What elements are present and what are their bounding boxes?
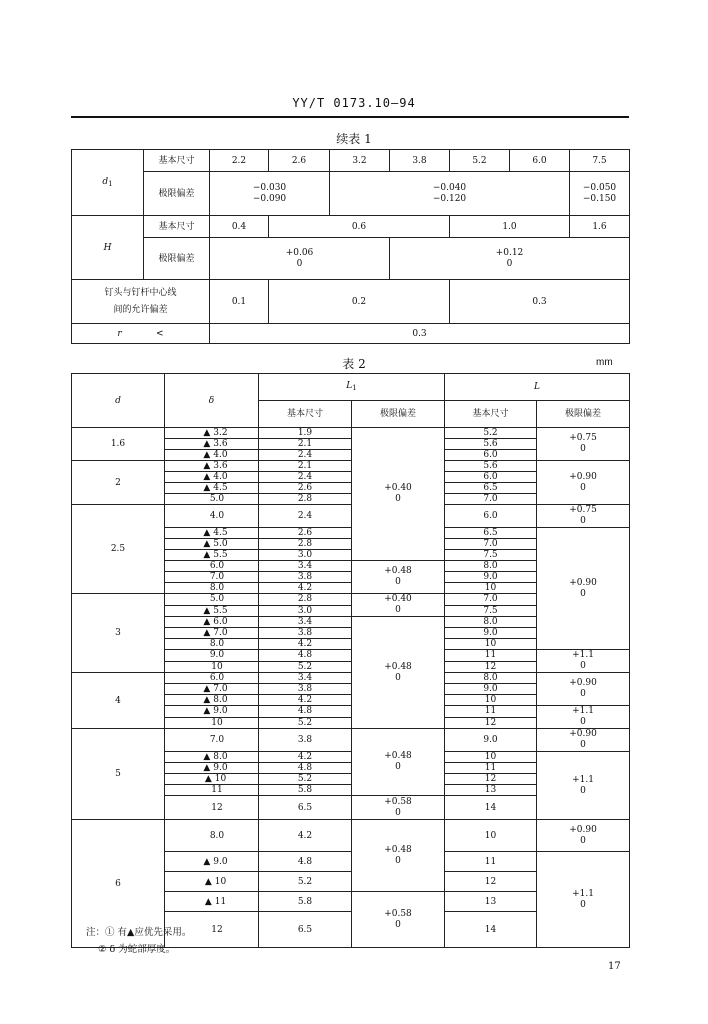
L-tolerance: +0.75 0 xyxy=(537,428,630,461)
delta-value: ▲ 4.0 xyxy=(165,472,259,483)
L1-basic-value: 3.8 xyxy=(259,729,352,752)
delta-value: 9.0 xyxy=(165,650,259,662)
H-basic-value: 0.4 xyxy=(210,216,269,238)
delta-value: ▲ 9.0 xyxy=(165,706,259,718)
L1-tolerance: +0.40 0 xyxy=(352,428,445,561)
delta-value: ▲ 6.0 xyxy=(165,617,259,628)
table-row xyxy=(72,673,630,684)
col-delta-header: δ xyxy=(165,374,259,428)
table-row xyxy=(72,820,630,852)
L1-basic-value: 2.6 xyxy=(259,483,352,494)
priority-triangle-icon: ▲ xyxy=(203,695,211,705)
L-basic-value: 6.5 xyxy=(445,528,537,539)
L-basic-value: 8.0 xyxy=(445,673,537,684)
priority-triangle-icon: ▲ xyxy=(203,539,211,549)
delta-value: 5.0 xyxy=(165,594,259,606)
priority-triangle-icon: ▲ xyxy=(203,483,211,493)
L-basic-value: 12 xyxy=(445,872,537,892)
L1-basic-value: 4.8 xyxy=(259,650,352,662)
L-basic-value: 7.0 xyxy=(445,539,537,550)
d1-tolerance: −0.040 −0.120 xyxy=(330,172,570,216)
L1-basic-header: 基本尺寸 xyxy=(259,401,352,428)
L-basic-value: 6.0 xyxy=(445,472,537,483)
L1-basic-value: 5.2 xyxy=(259,774,352,785)
L1-tolerance: +0.58 0 xyxy=(352,796,445,820)
L1-basic-value: 2.4 xyxy=(259,505,352,528)
L1-basic-value: 3.0 xyxy=(259,550,352,561)
delta-value: 8.0 xyxy=(165,820,259,852)
L1-basic-value: 5.2 xyxy=(259,717,352,729)
L-tolerance: +1.1 0 xyxy=(537,852,630,948)
delta-value: 10 xyxy=(165,717,259,729)
delta-value: ▲ 7.0 xyxy=(165,684,259,695)
priority-triangle-icon: ▲ xyxy=(203,439,211,449)
L1-basic-value: 4.8 xyxy=(259,763,352,774)
d-value: 3 xyxy=(72,594,165,673)
delta-value: 6.0 xyxy=(165,561,259,572)
L-basic-value: 11 xyxy=(445,852,537,872)
L-limit-header: 极限偏差 xyxy=(537,401,630,428)
L1-basic-value: 3.8 xyxy=(259,684,352,695)
L1-basic-value: 2.8 xyxy=(259,594,352,606)
center-deviation-value: 0.2 xyxy=(269,280,450,324)
delta-value: 7.0 xyxy=(165,572,259,583)
header-rule xyxy=(71,116,629,118)
L-basic-value: 7.0 xyxy=(445,494,537,505)
L-tolerance: +0.90 0 xyxy=(537,820,630,852)
delta-value: ▲ 5.5 xyxy=(165,605,259,617)
L1-tolerance: +0.58 0 xyxy=(352,892,445,948)
priority-triangle-icon: ▲ xyxy=(203,528,211,538)
delta-value: ▲ 4.5 xyxy=(165,483,259,494)
center-deviation-value: 0.1 xyxy=(210,280,269,324)
d1-basic-value: 2.2 xyxy=(210,150,269,172)
delta-value: ▲ 10 xyxy=(165,774,259,785)
priority-triangle-icon: ▲ xyxy=(204,896,212,907)
L-basic-value: 6.0 xyxy=(445,505,537,528)
d1-limit-label: 极限偏差 xyxy=(144,172,210,216)
delta-value: ▲ 8.0 xyxy=(165,695,259,706)
L-tolerance: +1.1 0 xyxy=(537,752,630,820)
H-basic-value: 0.6 xyxy=(269,216,450,238)
delta-value: 5.0 xyxy=(165,494,259,505)
L-basic-value: 9.0 xyxy=(445,684,537,695)
priority-triangle-icon: ▲ xyxy=(203,617,211,627)
H-basic-value: 1.6 xyxy=(570,216,630,238)
d-value: 5 xyxy=(72,729,165,820)
L-basic-value: 11 xyxy=(445,763,537,774)
priority-triangle-icon: ▲ xyxy=(203,472,211,482)
notes xyxy=(86,924,191,958)
L-basic-value: 11 xyxy=(445,650,537,662)
delta-value: ▲ 5.5 xyxy=(165,550,259,561)
L-basic-value: 13 xyxy=(445,785,537,796)
col-L-header: L xyxy=(445,374,630,401)
L-basic-value: 10 xyxy=(445,639,537,650)
L-basic-value: 10 xyxy=(445,752,537,763)
priority-triangle-icon: ▲ xyxy=(203,752,211,762)
L1-tolerance: +0.40 0 xyxy=(352,594,445,617)
L1-basic-value: 3.8 xyxy=(259,572,352,583)
document-header: YY/T 0173.10—94 xyxy=(292,96,416,110)
table2 xyxy=(71,373,630,948)
delta-value: ▲ 9.0 xyxy=(165,852,259,872)
L-basic-value: 14 xyxy=(445,796,537,820)
L1-basic-value: 3.8 xyxy=(259,628,352,639)
delta-value: 10 xyxy=(165,661,259,673)
L1-basic-value: 4.2 xyxy=(259,752,352,763)
d1-tolerance: −0.030 −0.090 xyxy=(210,172,330,216)
d1-basic-value: 5.2 xyxy=(450,150,510,172)
L-basic-value: 10 xyxy=(445,583,537,594)
H-tolerance: +0.06 0 xyxy=(210,238,390,280)
priority-triangle-icon: ▲ xyxy=(204,876,212,887)
priority-triangle-icon: ▲ xyxy=(203,856,211,867)
priority-triangle-icon: ▲ xyxy=(203,461,211,471)
table-row xyxy=(72,729,630,752)
d-value: 6 xyxy=(72,820,165,948)
table1 xyxy=(71,149,630,344)
delta-value: ▲ 5.0 xyxy=(165,539,259,550)
delta-value: 8.0 xyxy=(165,583,259,594)
priority-triangle-icon: ▲ xyxy=(203,550,211,560)
delta-value: ▲ 11 xyxy=(165,892,259,912)
delta-value: ▲ 3.6 xyxy=(165,439,259,450)
priority-triangle-icon: ▲ xyxy=(203,605,211,616)
L-basic-value: 9.0 xyxy=(445,729,537,752)
d-value: 2 xyxy=(72,461,165,505)
delta-value: 6.0 xyxy=(165,673,259,684)
H-limit-label: 极限偏差 xyxy=(144,238,210,280)
d-value: 4 xyxy=(72,673,165,729)
L1-basic-value: 2.1 xyxy=(259,439,352,450)
d1-basic-label: 基本尺寸 xyxy=(144,150,210,172)
delta-value: 11 xyxy=(165,785,259,796)
L1-basic-value: 4.8 xyxy=(259,706,352,718)
L-basic-value: 9.0 xyxy=(445,572,537,583)
L-basic-value: 10 xyxy=(445,695,537,706)
L-basic-value: 12 xyxy=(445,717,537,729)
L1-tolerance: +0.48 0 xyxy=(352,729,445,796)
L1-tolerance: +0.48 0 xyxy=(352,561,445,594)
table2-unit: mm xyxy=(596,357,613,368)
L1-basic-value: 5.8 xyxy=(259,785,352,796)
L-tolerance: +0.90 0 xyxy=(537,528,630,650)
L-tolerance: +0.75 0 xyxy=(537,505,630,528)
priority-triangle-icon: ▲ xyxy=(203,684,211,694)
L1-basic-value: 4.2 xyxy=(259,583,352,594)
delta-value: 12 xyxy=(165,912,259,948)
L1-basic-value: 3.4 xyxy=(259,673,352,684)
H-basic-label: 基本尺寸 xyxy=(144,216,210,238)
L1-basic-value: 5.2 xyxy=(259,661,352,673)
d1-basic-value: 7.5 xyxy=(570,150,630,172)
delta-value: ▲ 4.5 xyxy=(165,528,259,539)
L1-limit-header: 极限偏差 xyxy=(352,401,445,428)
delta-value: 12 xyxy=(165,796,259,820)
note-1: 注：① 有▲应优先采用。 xyxy=(86,927,192,938)
delta-value: ▲ 9.0 xyxy=(165,763,259,774)
L1-basic-value: 2.8 xyxy=(259,494,352,505)
priority-triangle-icon: ▲ xyxy=(203,706,211,717)
L-basic-value: 12 xyxy=(445,661,537,673)
L-tolerance: +1.1 0 xyxy=(537,706,630,729)
L1-basic-value: 2.4 xyxy=(259,472,352,483)
delta-value: ▲ 3.2 xyxy=(165,428,259,439)
d1-basic-value: 3.2 xyxy=(330,150,390,172)
d1-basic-value: 2.6 xyxy=(269,150,330,172)
note-2: ② δ 为蛇部厚度。 xyxy=(98,944,176,955)
L1-basic-value: 4.2 xyxy=(259,639,352,650)
L-basic-value: 5.2 xyxy=(445,428,537,439)
L1-basic-value: 5.8 xyxy=(259,892,352,912)
col-d-header: d xyxy=(72,374,165,428)
L-basic-value: 8.0 xyxy=(445,617,537,628)
delta-value: 8.0 xyxy=(165,639,259,650)
L-tolerance: +0.90 0 xyxy=(537,461,630,505)
L-basic-value: 13 xyxy=(445,892,537,912)
L-basic-value: 7.0 xyxy=(445,594,537,606)
L1-basic-value: 2.4 xyxy=(259,450,352,461)
page-number: 17 xyxy=(608,961,621,972)
col-L1-header: $L_1$ xyxy=(259,374,445,401)
L-basic-value: 7.5 xyxy=(445,605,537,617)
L1-tolerance: +0.48 0 xyxy=(352,820,445,892)
r-value: 0.3 xyxy=(210,324,630,344)
d-value: 1.6 xyxy=(72,428,165,461)
L1-basic-value: 3.4 xyxy=(259,561,352,572)
d-value: 2.5 xyxy=(72,505,165,594)
L-basic-value: 12 xyxy=(445,774,537,785)
L-tolerance: +0.90 0 xyxy=(537,729,630,752)
L-basic-value: 8.0 xyxy=(445,561,537,572)
d1-basic-value: 3.8 xyxy=(390,150,450,172)
table2-caption: 表 2 xyxy=(342,357,366,371)
L-tolerance: +1.1 0 xyxy=(537,650,630,673)
table1-caption: 续表 1 xyxy=(336,132,372,146)
L1-basic-value: 3.0 xyxy=(259,605,352,617)
L1-basic-value: 6.5 xyxy=(259,796,352,820)
L1-basic-value: 6.5 xyxy=(259,912,352,948)
delta-value: 7.0 xyxy=(165,729,259,752)
d1-tolerance: −0.050 −0.150 xyxy=(570,172,630,216)
L1-basic-value: 3.4 xyxy=(259,617,352,628)
H-basic-value: 1.0 xyxy=(450,216,570,238)
L-basic-value: 7.5 xyxy=(445,550,537,561)
L1-basic-value: 2.8 xyxy=(259,539,352,550)
delta-value: ▲ 10 xyxy=(165,872,259,892)
priority-triangle-icon: ▲ xyxy=(203,428,211,438)
table-row xyxy=(72,428,630,439)
H-tolerance: +0.12 0 xyxy=(390,238,630,280)
L-tolerance: +0.90 0 xyxy=(537,673,630,706)
L-basic-value: 6.5 xyxy=(445,483,537,494)
L-basic-value: 9.0 xyxy=(445,628,537,639)
L1-basic-value: 2.1 xyxy=(259,461,352,472)
L-basic-value: 14 xyxy=(445,912,537,948)
delta-value: ▲ 4.0 xyxy=(165,450,259,461)
delta-value: ▲ 3.6 xyxy=(165,461,259,472)
L1-basic-value: 2.6 xyxy=(259,528,352,539)
priority-triangle-icon: ▲ xyxy=(203,628,211,638)
L-basic-value: 10 xyxy=(445,820,537,852)
priority-triangle-icon: ▲ xyxy=(203,763,211,773)
L1-basic-value: 4.2 xyxy=(259,695,352,706)
L-basic-value: 6.0 xyxy=(445,450,537,461)
r-label: r < xyxy=(72,324,210,344)
L-basic-header: 基本尺寸 xyxy=(445,401,537,428)
L-basic-value: 5.6 xyxy=(445,461,537,472)
L1-basic-value: 1.9 xyxy=(259,428,352,439)
delta-value: ▲ 8.0 xyxy=(165,752,259,763)
center-deviation-label: 钉头与钉杆中心线 间的允许偏差 xyxy=(72,280,210,324)
L-basic-value: 5.6 xyxy=(445,439,537,450)
priority-triangle-icon: ▲ xyxy=(203,450,211,460)
table-row xyxy=(72,505,630,528)
L1-basic-value: 4.8 xyxy=(259,852,352,872)
delta-value: 4.0 xyxy=(165,505,259,528)
L1-basic-value: 5.2 xyxy=(259,872,352,892)
L1-basic-value: 4.2 xyxy=(259,820,352,852)
H-label: H xyxy=(72,216,144,280)
table-row xyxy=(72,461,630,472)
d1-basic-value: 6.0 xyxy=(510,150,570,172)
d1-label: $d_1$ xyxy=(72,150,144,216)
L1-tolerance: +0.48 0 xyxy=(352,617,445,729)
priority-triangle-icon: ▲ xyxy=(204,774,212,784)
L-basic-value: 11 xyxy=(445,706,537,718)
delta-value: ▲ 7.0 xyxy=(165,628,259,639)
center-deviation-value: 0.3 xyxy=(450,280,630,324)
